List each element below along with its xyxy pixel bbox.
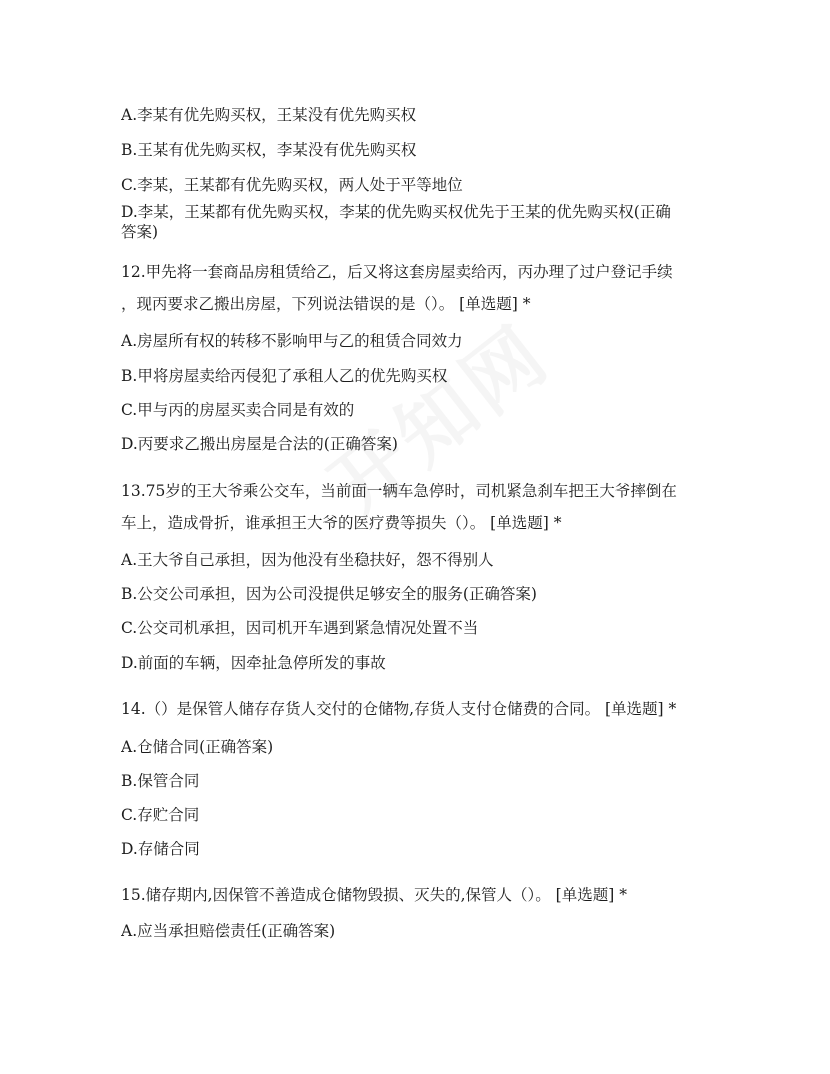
q14-option-c: C.存贮合同 <box>121 806 200 824</box>
q12-stem-line-1: 12.甲先将一套商品房租赁给乙，后又将这套房屋卖给丙，丙办理了过户登记手续 <box>121 263 673 281</box>
prev-option-d-continued: 答案) <box>121 223 159 241</box>
q14-stem: 14.（）是保管人储存存货人交付的仓储物,存货人支付仓储费的合同。 [单选题] * <box>121 700 677 718</box>
q13-stem-line-2: 车上，造成骨折，谁承担王大爷的医疗费等损失（）。 [单选题] * <box>121 514 562 532</box>
q13-option-d: D.前面的车辆，因牵扯急停所发的事故 <box>121 654 386 672</box>
prev-option-d: D.李某，王某都有优先购买权，李某的优先购买权优先于王某的优先购买权(正确 <box>121 203 671 221</box>
q13-stem-line-1: 13.75岁的王大爷乘公交车，当前面一辆车急停时，司机紧急刹车把王大爷摔倒在 <box>121 482 677 500</box>
q13-option-a: A.王大爷自己承担，因为他没有坐稳扶好，怨不得别人 <box>121 551 494 569</box>
q15-option-a: A.应当承担赔偿责任(正确答案) <box>121 922 336 940</box>
q12-stem-line-2: ，现丙要求乙搬出房屋，下列说法错误的是（）。 [单选题] * <box>121 295 531 313</box>
q12-option-c: C.甲与丙的房屋买卖合同是有效的 <box>121 401 355 419</box>
q13-option-c: C.公交司机承担，因司机开车遇到紧急情况处置不当 <box>121 619 479 637</box>
prev-option-c: C.李某，王某都有优先购买权，两人处于平等地位 <box>121 176 463 194</box>
q13-option-b: B.公交公司承担，因为公司没提供足够安全的服务(正确答案) <box>121 585 537 603</box>
q12-option-d: D.丙要求乙搬出房屋是合法的(正确答案) <box>121 435 398 453</box>
q12-option-a: A.房屋所有权的转移不影响甲与乙的租赁合同效力 <box>121 332 463 350</box>
prev-option-a: A.李某有优先购买权，王某没有优先购买权 <box>121 106 417 124</box>
q14-option-a: A.仓储合同(正确答案) <box>121 738 274 756</box>
q14-option-d: D.存储合同 <box>121 840 200 858</box>
prev-option-b: B.王某有优先购买权，李某没有优先购买权 <box>121 141 417 159</box>
q15-stem: 15.储存期内,因保管不善造成仓储物毁损、灭失的,保管人（）。 [单选题] * <box>121 886 627 904</box>
q12-option-b: B.甲将房屋卖给丙侵犯了承租人乙的优先购买权 <box>121 367 448 385</box>
q14-option-b: B.保管合同 <box>121 772 200 790</box>
